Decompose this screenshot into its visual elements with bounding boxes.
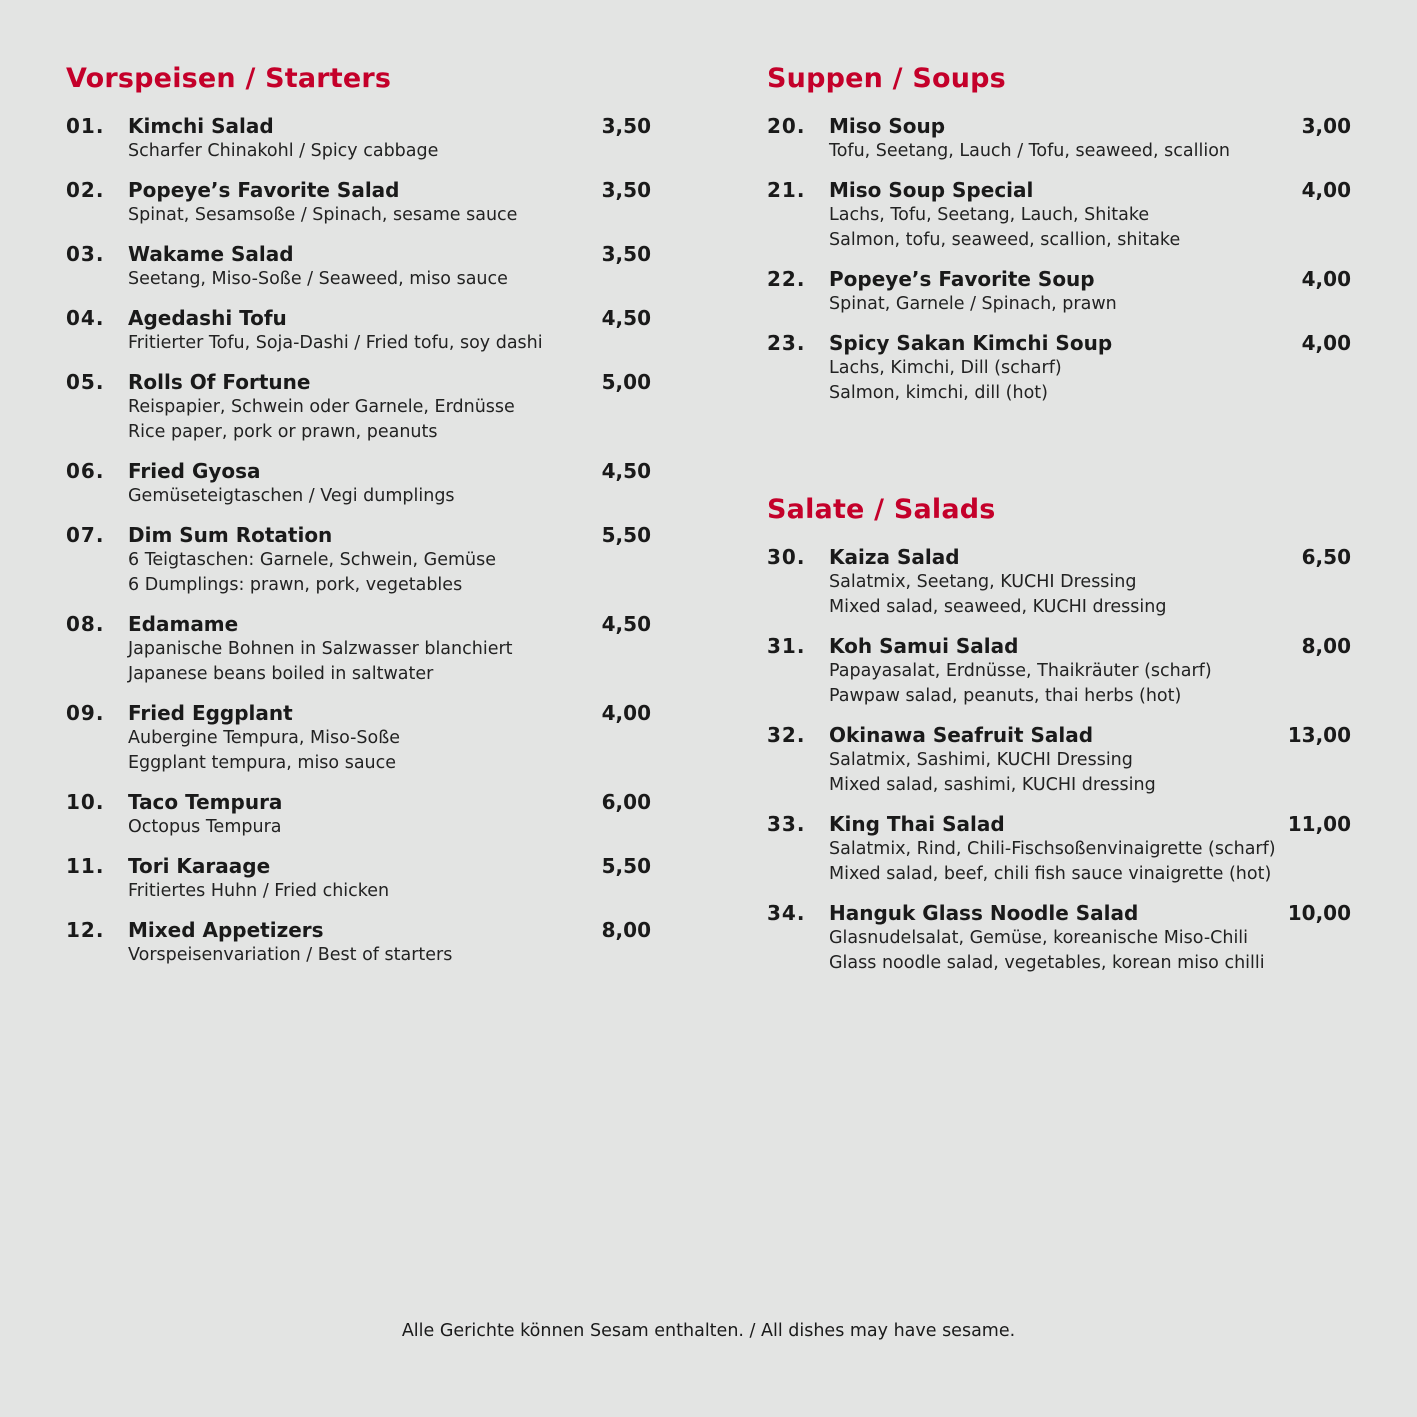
item-name: Miso Soup — [829, 114, 946, 138]
item-name: Kaiza Salad — [829, 545, 960, 569]
item-description-de: Japanische Bohnen in Salzwasser blanchiert — [128, 639, 513, 659]
item-name: Fried Eggplant — [128, 701, 293, 725]
salads-section — [767, 493, 1351, 976]
item-name: Hanguk Glass Noodle Salad — [829, 901, 1139, 925]
item-number: 32. — [767, 723, 806, 747]
item-description-en: 6 Dumplings: prawn, pork, vegetables — [128, 575, 463, 595]
item-description-en: Pawpaw salad, peanuts, thai herbs (hot) — [829, 686, 1182, 706]
item-description-en: Mixed salad, beef, chili fish sauce vinaigrette (hot) — [829, 864, 1272, 884]
item-price: 3,00 — [1301, 114, 1351, 138]
item-price: 6,00 — [601, 790, 651, 814]
item-description-de: Gemüseteigtaschen / Vegi dumplings — [128, 486, 455, 506]
item-price: 3,50 — [601, 178, 651, 202]
item-price: 4,00 — [601, 701, 651, 725]
item-description-en: Salmon, tofu, seaweed, scallion, shitake — [829, 230, 1181, 250]
item-price: 8,00 — [1301, 634, 1351, 658]
item-description-de: Glasnudelsalat, Gemüse, koreanische Miso-Chili — [829, 928, 1249, 948]
item-number: 30. — [767, 545, 806, 569]
item-name: Rolls Of Fortune — [128, 370, 311, 394]
item-name: Koh Samui Salad — [829, 634, 1019, 658]
item-price: 4,50 — [601, 612, 651, 636]
item-price: 4,00 — [1301, 178, 1351, 202]
item-price: 6,50 — [1301, 545, 1351, 569]
menu-item — [66, 612, 651, 687]
section-title-starters: Vorspeisen / Starters — [66, 63, 392, 94]
item-description-en: Mixed salad, sashimi, KUCHI dressing — [829, 775, 1156, 795]
item-number: 20. — [767, 114, 806, 138]
menu-item — [767, 545, 1351, 620]
item-name: Spicy Sakan Kimchi Soup — [829, 331, 1113, 355]
menu-item — [66, 918, 651, 968]
item-name: Popeye’s Favorite Soup — [829, 267, 1095, 291]
item-price: 4,00 — [1301, 267, 1351, 291]
item-number: 03. — [66, 242, 105, 266]
item-description-en: Rice paper, pork or prawn, peanuts — [128, 422, 438, 442]
item-description-de: Salatmix, Sashimi, KUCHI Dressing — [829, 750, 1133, 770]
item-number: 07. — [66, 523, 105, 547]
item-price: 3,50 — [601, 114, 651, 138]
item-price: 4,50 — [601, 306, 651, 330]
menu-item — [767, 634, 1351, 709]
menu-item — [767, 901, 1351, 976]
item-number: 22. — [767, 267, 806, 291]
item-description-de: Salatmix, Seetang, KUCHI Dressing — [829, 572, 1137, 592]
menu-item — [66, 178, 651, 228]
item-description-de: Octopus Tempura — [128, 817, 282, 837]
item-name: Popeye’s Favorite Salad — [128, 178, 400, 202]
item-description-de: Seetang, Miso-Soße / Seaweed, miso sauce — [128, 269, 508, 289]
item-name: Fried Gyosa — [128, 459, 261, 483]
item-name: Agedashi Tofu — [128, 306, 287, 330]
item-description-de: Spinat, Sesamsoße / Spinach, sesame sauce — [128, 205, 518, 225]
salads-list — [767, 545, 1351, 976]
item-number: 06. — [66, 459, 105, 483]
item-description-de: Salatmix, Rind, Chili-Fischsoßenvinaigrette (scharf) — [829, 839, 1276, 859]
menu-item — [767, 114, 1351, 164]
allergen-note: Alle Gerichte können Sesam enthalten. / All dishes may have sesame. — [401, 1321, 1016, 1341]
item-price: 8,00 — [601, 918, 651, 942]
item-number: 12. — [66, 918, 105, 942]
menu-item — [767, 723, 1351, 798]
left-column — [66, 62, 651, 982]
item-number: 05. — [66, 370, 105, 394]
item-price: 4,50 — [601, 459, 651, 483]
menu-item — [767, 178, 1351, 253]
menu-item — [767, 331, 1351, 406]
item-description-de: 6 Teigtaschen: Garnele, Schwein, Gemüse — [128, 550, 496, 570]
menu-item — [767, 812, 1351, 887]
item-description-de: Lachs, Tofu, Seetang, Lauch, Shitake — [829, 205, 1150, 225]
menu-item — [66, 701, 651, 776]
item-number: 01. — [66, 114, 105, 138]
item-number: 09. — [66, 701, 105, 725]
item-number: 31. — [767, 634, 806, 658]
menu-item — [66, 790, 651, 840]
item-number: 10. — [66, 790, 105, 814]
item-number: 34. — [767, 901, 806, 925]
item-description-de: Fritierter Tofu, Soja-Dashi / Fried tofu, soy dashi — [128, 333, 543, 353]
item-description-de: Aubergine Tempura, Miso-Soße — [128, 728, 401, 748]
menu-item — [66, 242, 651, 292]
item-price: 5,50 — [601, 854, 651, 878]
item-price: 4,00 — [1301, 331, 1351, 355]
item-number: 23. — [767, 331, 806, 355]
section-title-soups: Suppen / Soups — [767, 63, 1006, 94]
item-price: 5,00 — [601, 370, 651, 394]
item-description-de: Scharfer Chinakohl / Spicy cabbage — [128, 141, 439, 161]
menu-item — [66, 114, 651, 164]
item-description-en: Mixed salad, seaweed, KUCHI dressing — [829, 597, 1167, 617]
menu-item — [66, 459, 651, 509]
item-description-en: Salmon, kimchi, dill (hot) — [829, 383, 1048, 403]
item-price: 13,00 — [1287, 723, 1351, 747]
item-name: Taco Tempura — [128, 790, 283, 814]
item-name: Mixed Appetizers — [128, 918, 324, 942]
item-description-en: Glass noodle salad, vegetables, korean miso chilli — [829, 953, 1265, 973]
item-description-de: Fritiertes Huhn / Fried chicken — [128, 881, 390, 901]
starters-list — [66, 114, 651, 968]
item-description-de: Reispapier, Schwein oder Garnele, Erdnüsse — [128, 397, 515, 417]
item-name: Edamame — [128, 612, 239, 636]
item-description-de: Lachs, Kimchi, Dill (scharf) — [829, 358, 1062, 378]
soups-section — [767, 62, 1351, 406]
item-price: 10,00 — [1287, 901, 1351, 925]
item-name: Okinawa Seafruit Salad — [829, 723, 1094, 747]
item-number: 08. — [66, 612, 105, 636]
item-description-de: Vorspeisenvariation / Best of starters — [128, 945, 453, 965]
item-price: 5,50 — [601, 523, 651, 547]
item-name: Wakame Salad — [128, 242, 294, 266]
menu-item — [66, 854, 651, 904]
item-description-de: Tofu, Seetang, Lauch / Tofu, seaweed, scallion — [829, 141, 1230, 161]
item-name: Miso Soup Special — [829, 178, 1034, 202]
item-number: 02. — [66, 178, 105, 202]
soups-list — [767, 114, 1351, 406]
item-price: 11,00 — [1287, 812, 1351, 836]
menu-item — [66, 370, 651, 445]
item-number: 21. — [767, 178, 806, 202]
item-name: Tori Karaage — [128, 854, 271, 878]
item-name: Dim Sum Rotation — [128, 523, 333, 547]
item-name: Kimchi Salad — [128, 114, 274, 138]
item-name: King Thai Salad — [829, 812, 1005, 836]
menu-item — [66, 523, 651, 598]
item-description-en: Eggplant tempura, miso sauce — [128, 753, 397, 773]
item-description-de: Papayasalat, Erdnüsse, Thaikräuter (scharf) — [829, 661, 1212, 681]
item-description-de: Spinat, Garnele / Spinach, prawn — [829, 294, 1117, 314]
right-column — [767, 62, 1351, 990]
item-number: 11. — [66, 854, 105, 878]
starters-section — [66, 62, 651, 968]
section-title-salads: Salate / Salads — [767, 494, 996, 525]
menu-item — [66, 306, 651, 356]
menu-item — [767, 267, 1351, 317]
item-number: 33. — [767, 812, 806, 836]
item-price: 3,50 — [601, 242, 651, 266]
item-description-en: Japanese beans boiled in saltwater — [128, 664, 434, 684]
item-number: 04. — [66, 306, 105, 330]
